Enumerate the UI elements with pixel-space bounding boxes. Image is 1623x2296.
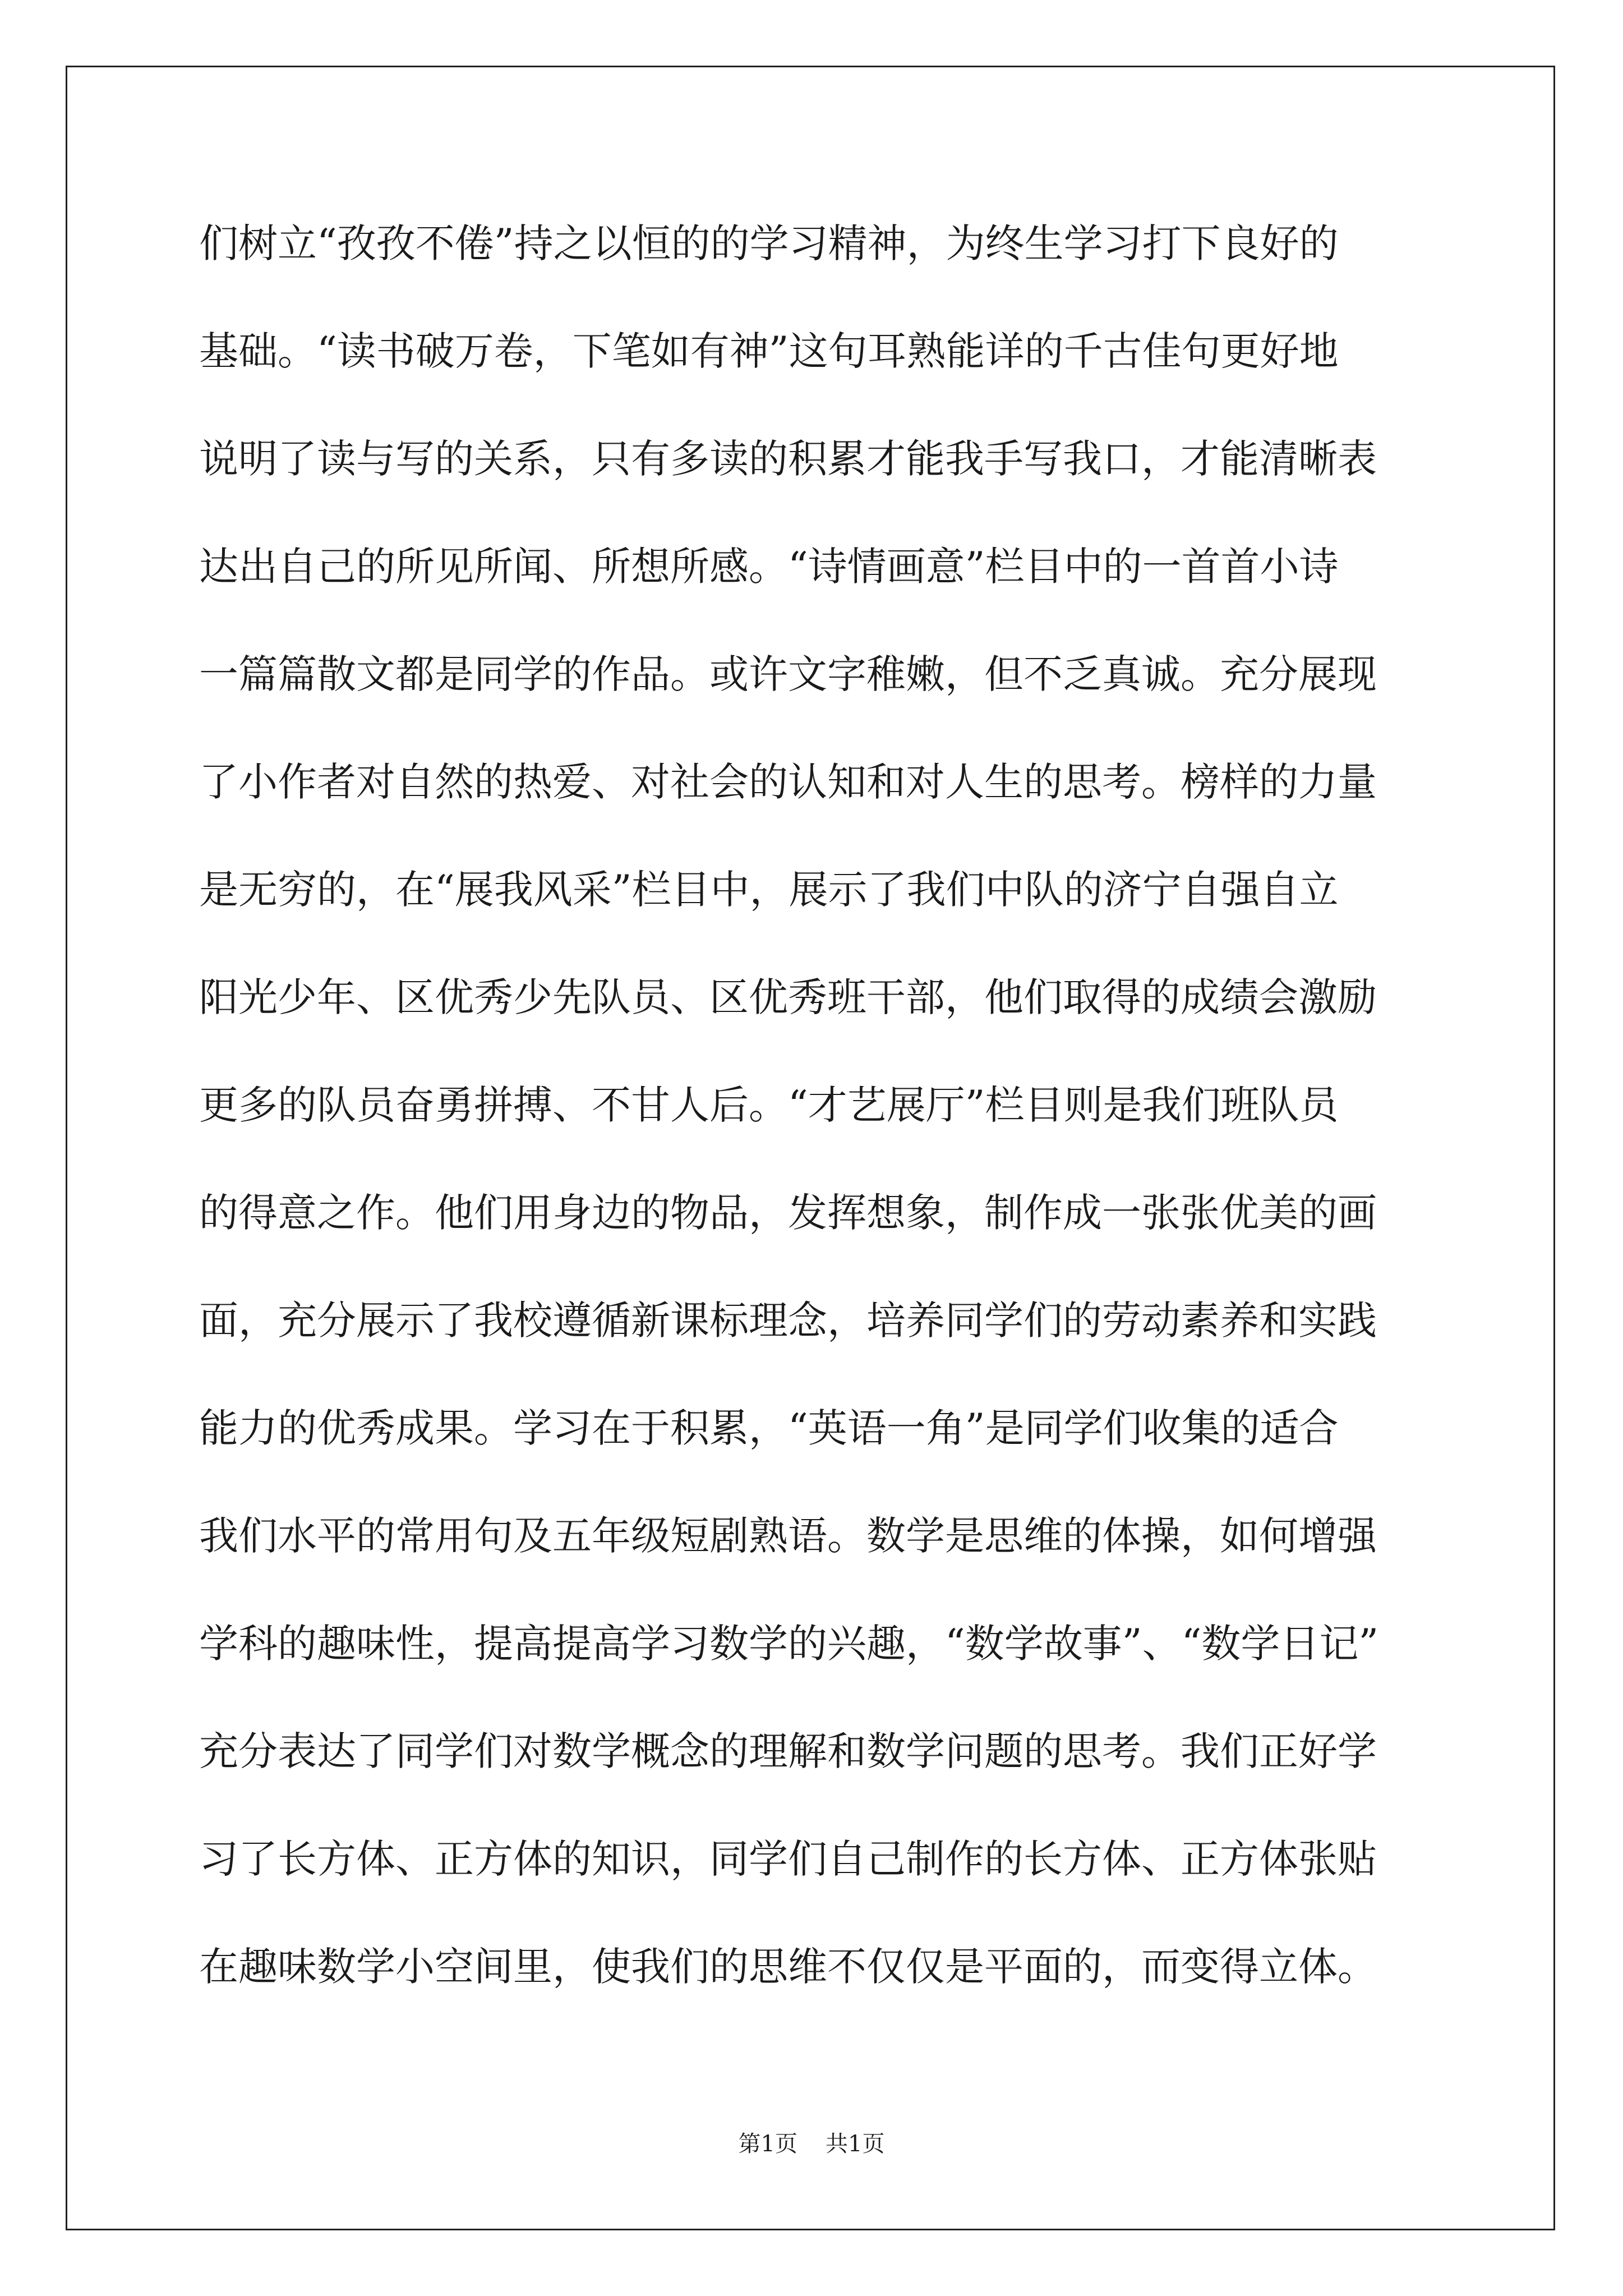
page-number-total: 共1页 [826,2131,885,2157]
body-line: 阳光少年、区优秀少先队员、区优秀班干部，他们取得的成绩会激励 [199,974,1377,1020]
document-body [199,213,1430,2044]
body-line: 了小作者对自然的热爱、对社会的认知和对人生的思考。榜样的力量 [199,759,1377,805]
page-footer [0,2126,1623,2158]
body-line: 我们水平的常用句及五年级短剧熟语。数学是思维的体操，如何增强 [199,1513,1377,1559]
body-line: 能力的优秀成果。学习在于积累，“英语一角”是同学们收集的适合 [199,1405,1339,1451]
body-line: 达出自己的所见所闻、所想所感。“诗情画意”栏目中的一首首小诗 [199,544,1339,590]
body-line: 充分表达了同学们对数学概念的理解和数学问题的思考。我们正好学 [199,1728,1377,1774]
body-line: 在趣味数学小空间里，使我们的思维不仅仅是平面的，而变得立体。 [199,1944,1377,1990]
body-line: 学科的趣味性，提高提高学习数学的兴趣，“数学故事”、“数学日记” [199,1621,1379,1667]
body-line: 更多的队员奋勇拼搏、不甘人后。“才艺展厅”栏目则是我们班队员 [199,1082,1339,1128]
page-number-current: 第1页 [738,2131,797,2157]
body-line: 面，充分展示了我校遵循新课标理念，培养同学们的劳动素养和实践 [199,1297,1377,1343]
body-line: 们树立“孜孜不倦”持之以恒的的学习精神，为终生学习打下良好的 [199,220,1339,266]
body-line: 说明了读与写的关系，只有多读的积累才能我手写我口，才能清晰表 [199,436,1377,482]
body-line: 习了长方体、正方体的知识，同学们自己制作的长方体、正方体张贴 [199,1836,1377,1882]
body-line: 是无穷的，在“展我风采”栏目中，展示了我们中队的济宁自强自立 [199,867,1339,913]
body-line: 一篇篇散文都是同学的作品。或许文字稚嫩，但不乏真诚。充分展现 [199,651,1377,697]
body-line: 基础。“读书破万卷，下笔如有神”这句耳熟能详的千古佳句更好地 [199,328,1339,374]
body-line: 的得意之作。他们用身边的物品，发挥想象，制作成一张张优美的画 [199,1190,1377,1236]
